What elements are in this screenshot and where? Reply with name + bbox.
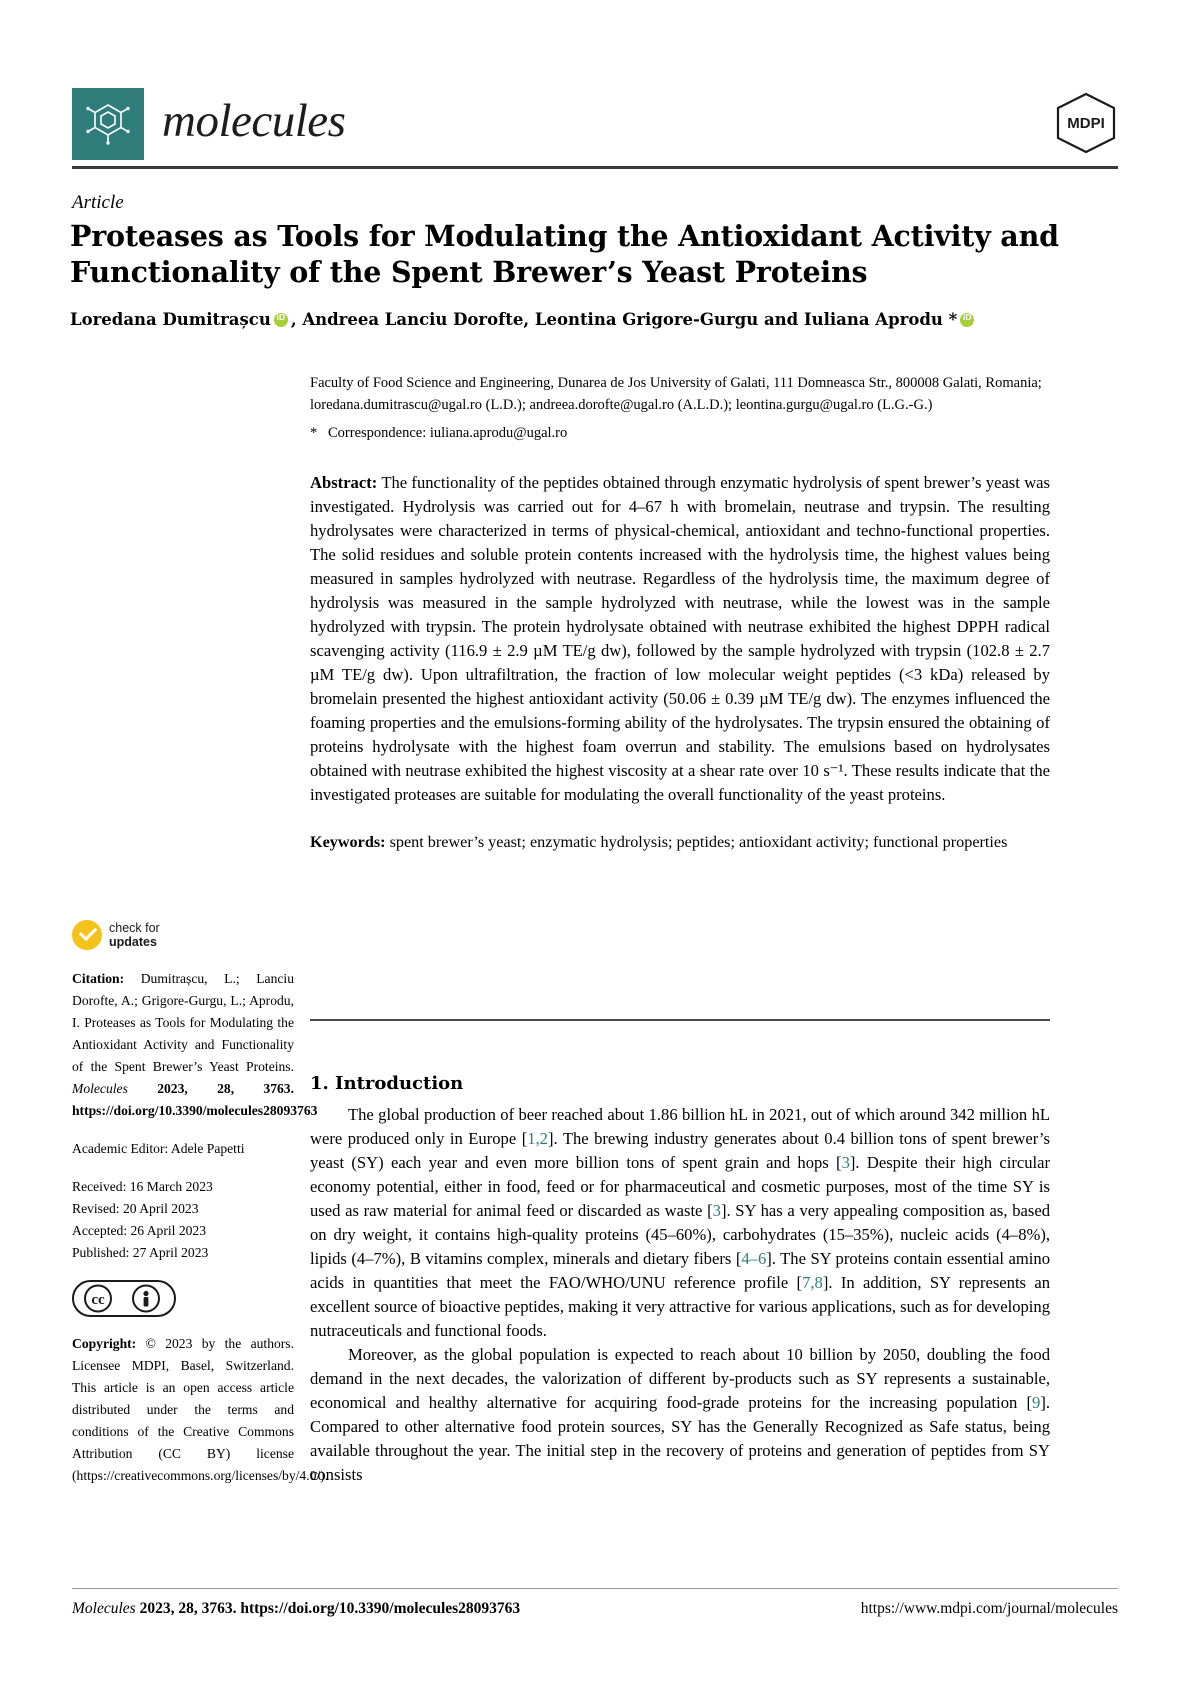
author-names-1: Loredana Dumitrașcu (70, 310, 271, 329)
section-divider (310, 1019, 1050, 1021)
page-footer (72, 1600, 1118, 1618)
journal-header (72, 88, 1118, 160)
citation-label: Citation: (72, 971, 125, 986)
footer-citation (72, 1600, 520, 1618)
keywords-label: Keywords: (310, 832, 386, 851)
dates-block (72, 1176, 294, 1264)
mdpi-logo-icon (1054, 92, 1118, 154)
copyright-text: © 2023 by the authors. Licensee MDPI, Basel, Switzerland. This article is an open access article distributed under the terms and conditions of the Creative Commons Attribution (CC BY) license (https://creativecommons.org/licenses/by/4.0/). (72, 1336, 329, 1484)
affiliation-text: Faculty of Food Science and Engineering, Dunarea de Jos University of Galati, 111 Domneasca Str., 800008 Galati, Romania; loredana.dumitrascu@ugal.ro (L.D.); andreea.dorofte@ugal.ro (A.L.D.); leontina.gurgu@ugal.ro (L.G.-G.) (310, 375, 1042, 414)
intro-p1-f: ]. In addition, SY represents an excellent source of bioactive peptides, making it very attractive for various applications, such as for developing nutraceuticals and functional foods. (310, 1272, 1051, 1340)
intro-heading: 1. Introduction (310, 1073, 464, 1094)
citation-ref-4-6[interactable]: 4–6 (741, 1248, 767, 1268)
correspondence-line (310, 422, 1050, 444)
updates-text: updates (109, 935, 157, 949)
copyright-block (72, 1333, 329, 1487)
article-type-label: Article (72, 192, 124, 213)
main-column (310, 372, 1050, 854)
intro-p1-b: ]. The brewing industry generates about 0.4 billion tons of spent brewer’s yeast (SY) each year and even more billion tons of spent grain and hops [ (310, 1128, 1050, 1172)
abstract-label: Abstract: (310, 473, 378, 493)
svg-text:MDPI: MDPI (1067, 115, 1105, 132)
svg-text:cc: cc (91, 1292, 105, 1309)
citation-ref-3-b[interactable]: 3 (712, 1200, 721, 1220)
citation-block (72, 968, 318, 1122)
check-for-text: check for (109, 921, 160, 935)
header-divider (72, 166, 1118, 169)
citation-text: Dumitrașcu, L.; Lanciu Dorofte, A.; Grigore-Gurgu, L.; Aprodu, I. Proteases as Tools for Modulating the Antioxidant Activity and Functionality of the Spent Brewer’s Yeast Proteins. (72, 971, 294, 1075)
citation-rest: 2023, 28, 3763. https://doi.org/10.3390/molecules28093763 (72, 1081, 318, 1119)
intro-p2-a: Moreover, as the global population is expected to reach about 10 billion by 2050, doubling the food demand in the next decades, the valorization of different by-products such as SY represents a sustainable, economical and healthy alternative for acquiring food-grade proteins for the increasing population [ (310, 1344, 1050, 1412)
academic-editor: Academic Editor: Adele Papetti (72, 1141, 245, 1157)
abstract-text: The functionality of the peptides obtained through enzymatic hydrolysis of spent brewer’s yeast was investigated. Hydrolysis was carried out for 4–67 h with bromelain, neutrase and trypsin. The resulting hydrolysates were characterized in terms of physical-chemical, antioxidant and techno-functional properties. The solid residues and soluble protein contents increased with the hydrolysis time, the highest values being measured in samples hydrolyzed with neutrase. Regardless of the hydrolysis time, the maximum degree of hydrolysis was measured in the sample hydrolyzed with neutrase, while the lowest was in the sample hydrolyzed with trypsin. The protein hydrolysate obtained with neutrase exhibited the highest DPPH radical scavenging activity (116.9 ± 2.9 µM TE/g dw), followed by the sample hydrolyzed with trypsin (102.8 ± 2.7 µM TE/g dw). Upon ultrafiltration, the fraction of low molecular weight peptides (<3 kDa) released by bromelain presented the highest antioxidant activity (50.06 ± 0.39 µM TE/g dw). The enzymes influenced the foaming properties and the emulsions-forming ability of the hydrolysates. The trypsin ensured the obtaining of proteins hydrolysate with the highest foam overrun and stability. The emulsions based on hydrolysates obtained with neutrase exhibited the highest viscosity at a shear rate over 10 s⁻¹. These results indicate that the investigated proteases are suitable for modulating the overall functionality of the yeast proteins. (310, 473, 1050, 804)
author-names-2: , Andreea Lanciu Dorofte, Leontina Grigore-Gurgu and Iuliana Aprodu * (290, 310, 958, 329)
molecule-hexagon-icon (72, 88, 144, 160)
date-received: Received: 16 March 2023 (72, 1179, 213, 1195)
check-for-updates-badge[interactable] (72, 920, 294, 950)
affiliation-block (310, 372, 1050, 444)
copyright-label: Copyright: (72, 1336, 137, 1352)
citation-ref-7-8[interactable]: 7,8 (802, 1272, 823, 1292)
keywords-text: spent brewer’s yeast; enzymatic hydrolysis; peptides; antioxidant activity; functional properties (389, 832, 1008, 851)
checkmark-icon (72, 920, 102, 950)
footer-volume: 2023, 28, 3763. https://doi.org/10.3390/molecules28093763 (139, 1600, 521, 1617)
journal-logo-block (72, 88, 345, 160)
intro-body (310, 1103, 1050, 1487)
intro-paragraph-2 (310, 1343, 1050, 1487)
orcid-icon[interactable] (960, 313, 974, 327)
footer-journal: Molecules (72, 1600, 136, 1617)
abstract-block (310, 471, 1050, 807)
correspondence-marker: * (310, 424, 318, 441)
check-for-updates-label (109, 921, 160, 949)
citation-ref-1-2[interactable]: 1,2 (527, 1128, 548, 1148)
creative-commons-by-icon[interactable] (72, 1280, 294, 1317)
citation-journal: Molecules (72, 1081, 128, 1097)
citation-ref-3[interactable]: 3 (841, 1152, 850, 1172)
footer-journal-url[interactable]: https://www.mdpi.com/journal/molecules (860, 1600, 1118, 1617)
intro-paragraph-1 (310, 1103, 1050, 1343)
author-list (70, 310, 1080, 329)
citation-ref-9[interactable]: 9 (1032, 1392, 1041, 1412)
metadata-sidebar (72, 920, 329, 1503)
date-accepted: Accepted: 26 April 2023 (72, 1223, 207, 1239)
journal-name: molecules (162, 94, 346, 147)
intro-p1-e: ]. The SY proteins contain essential amino acids in quantities that meet the FAO/WHO/UNU reference profile [ (310, 1248, 1050, 1292)
intro-p1-d: ]. SY has a very appealing composition as, based on dry weight, it contains high-quality proteins (45–60%), carbohydrates (15–35%), nucleic acids (4–8%), lipids (4–7%), B vitamins complex, minerals and dietary fibers [ (310, 1200, 1050, 1268)
page-title: Proteases as Tools for Modulating the Antioxidant Activity and Functionality of the Spent Brewer’s Yeast Proteins (70, 219, 1059, 290)
keywords-block (310, 831, 1050, 854)
intro-p1-c: ]. Despite their high circular economy potential, either in food, feed or for pharmaceutical and cosmetic purposes, most of the time SY is used as raw material for animal feed or discarded as waste [ (310, 1152, 1051, 1220)
date-revised: Revised: 20 April 2023 (72, 1201, 199, 1217)
orcid-icon[interactable] (274, 313, 288, 327)
date-published: Published: 27 April 2023 (72, 1245, 209, 1261)
intro-p1-a: The global production of beer reached about 1.86 billion hL in 2021, out of which around 342 million hL were produced only in Europe [ (310, 1105, 1050, 1148)
correspondence-text: Correspondence: iuliana.aprodu@ugal.ro (328, 424, 568, 441)
intro-p2-b: ]. Compared to other alternative food protein sources, SY has the Generally Recognized as Safe status, being available throughout the year. The initial step in the recovery of proteins and generation of peptides from SY consists (310, 1392, 1050, 1484)
footer-divider (72, 1588, 1118, 1589)
